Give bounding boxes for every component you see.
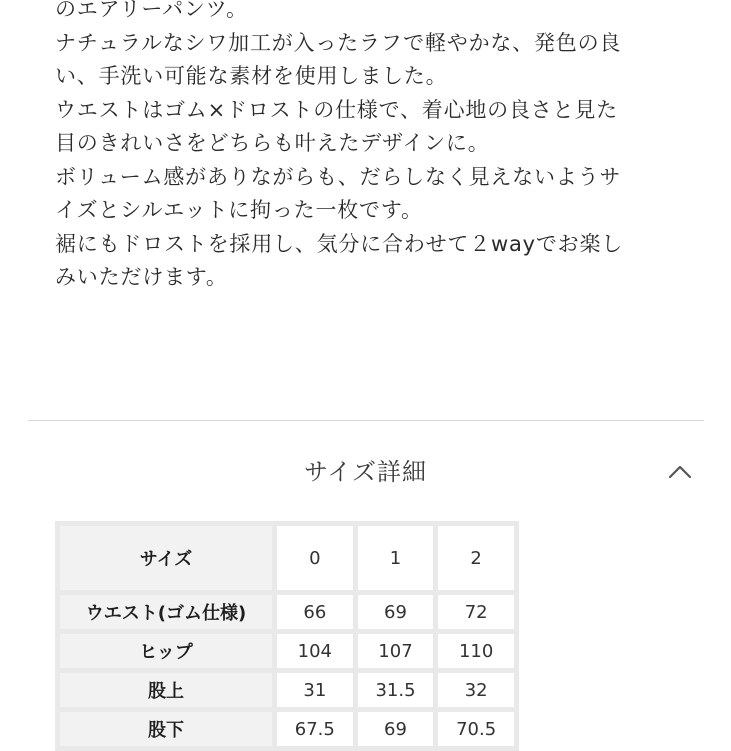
table-header-row [60, 526, 514, 590]
table-cell: 72 [438, 595, 514, 629]
description-line: みいただけます。 [55, 265, 228, 289]
table-row [60, 634, 514, 668]
table-cell: 32 [438, 673, 514, 707]
description-line: ナチュラルなシワ加工が入ったラフで軽やかな、発色の良 [55, 30, 622, 55]
row-label: ヒップ [60, 634, 272, 668]
description-line: イズとシルエットに拘った一枚です。 [55, 198, 423, 222]
table-row [60, 673, 514, 707]
size-table [55, 521, 519, 751]
row-label: 股上 [60, 673, 272, 707]
header-cell-size: サイズ [60, 526, 272, 590]
table-cell: 67.5 [277, 712, 353, 746]
section-divider [28, 420, 704, 421]
table-cell: 69 [358, 712, 434, 746]
header-cell: 2 [438, 526, 514, 590]
table-cell: 110 [438, 634, 514, 668]
description-line: ウエストはゴム×ドロストの仕様で、着心地の良さと見た [55, 97, 618, 122]
product-description [55, 0, 695, 295]
table-row [60, 712, 514, 746]
row-label: 股下 [60, 712, 272, 746]
description-line: 裾にもドロストを採用し、気分に合わせて２wayでお楽し [55, 231, 624, 256]
description-line: い、手洗い可能な素材を使用しました。 [55, 64, 448, 88]
table-cell: 104 [277, 634, 353, 668]
table-cell: 66 [277, 595, 353, 629]
table-cell: 70.5 [438, 712, 514, 746]
description-line: ボリューム感がありながらも、だらしなく見えないようサ [55, 164, 622, 189]
header-cell: 0 [277, 526, 353, 590]
table-cell: 107 [358, 634, 434, 668]
table-cell: 31.5 [358, 673, 434, 707]
header-cell: 1 [358, 526, 434, 590]
table-row [60, 595, 514, 629]
description-line: 目のきれいさをどちらも叶えたデザインに。 [55, 131, 490, 155]
description-line: のエアリーパンツ。 [55, 0, 248, 21]
table-cell: 69 [358, 595, 434, 629]
row-label: ウエスト(ゴム仕様) [60, 595, 272, 629]
table-cell: 31 [277, 673, 353, 707]
chevron-up-icon[interactable] [664, 458, 696, 484]
size-details-heading[interactable]: サイズ詳細 [303, 458, 428, 486]
